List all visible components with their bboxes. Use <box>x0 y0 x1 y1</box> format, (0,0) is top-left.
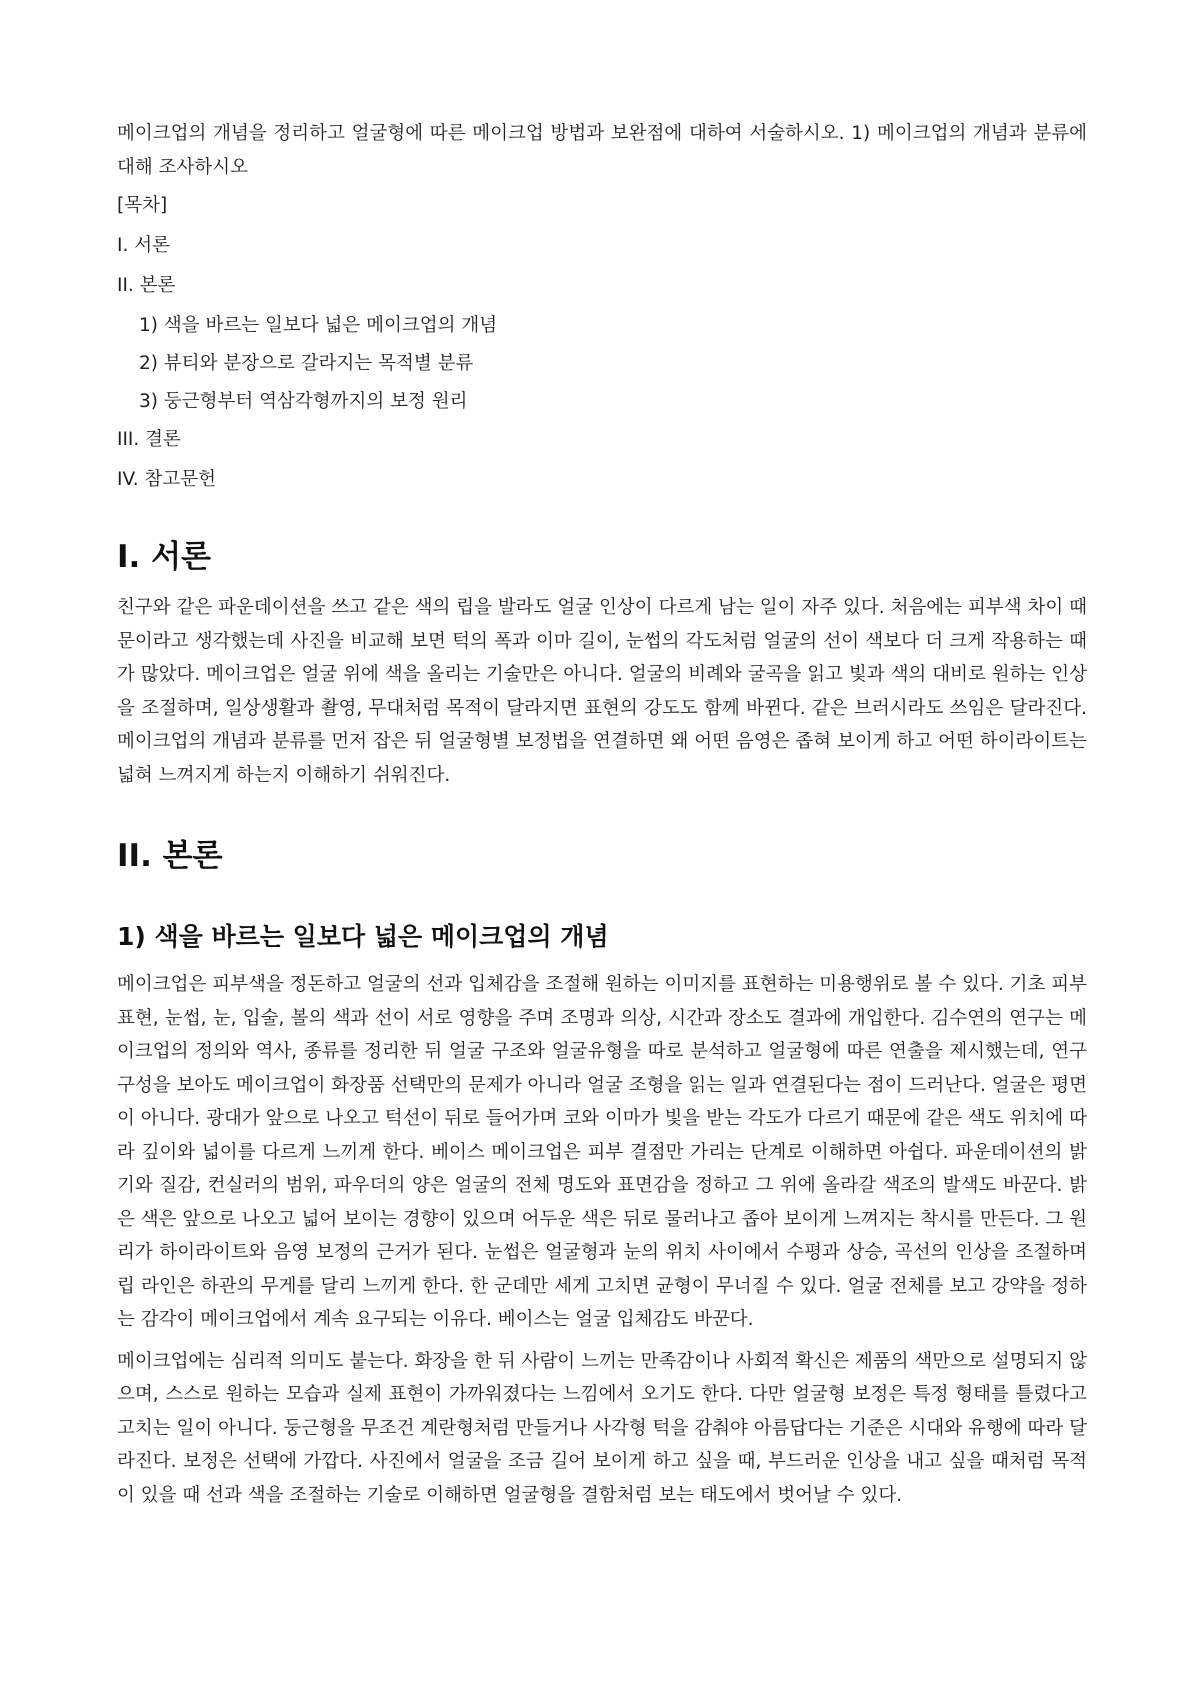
concept-paragraph-2: 메이크업에는 심리적 의미도 붙는다. 화장을 한 뒤 사람이 느끼는 만족감이나 사회적 확신은 제품의 색만으로 설명되지 않으며, 스스로 원하는 모습과 실제 표현이 가까워졌다는 느낌에서 오기도 한다. 다만 얼굴형 보정은 특정 형태를 틀렸다고 고치는 일이 아니다. 둥근형을 무조건 계란형처럼 만들거나 사각형 턱을 감춰야 아름답다는 기준은 시대와 유행에 따라 달라진다. 보정은 선택에 가깝다. 사진에서 얼굴을 조금 길어 보이게 하고 싶을 때, 부드러운 인상을 내고 싶을 때처럼 목적이 있을 때 선과 색을 조절하는 기술로 이해하면 얼굴형을 결함처럼 보는 태도에서 벗어날 수 있다. <box>117 1350 1087 1506</box>
toc-subitem-concept: 1) 색을 바르는 일보다 넓은 메이크업의 개념 <box>139 315 498 336</box>
toc-subitem-correction: 3) 둥근형부터 역삼각형까지의 보정 원리 <box>139 391 468 412</box>
toc-item-body: II. 본론 <box>117 275 176 296</box>
concept-subheading: 1) 색을 바르는 일보다 넓은 메이크업의 개념 <box>117 922 609 951</box>
intro-paragraph: 친구와 같은 파운데이션을 쓰고 같은 색의 립을 발라도 얼굴 인상이 다르게 남는 일이 자주 있다. 처음에는 피부색 차이 때문이라고 생각했는데 사진을 비교해 보면 턱의 폭과 이마 길이, 눈썹의 각도처럼 얼굴의 선이 색보다 더 크게 작용하는 때가 많았다. 메이크업은 얼굴 위에 색을 올리는 기술만은 아니다. 얼굴의 비례와 굴곡을 읽고 빛과 색의 대비로 원하는 인상을 조절하며, 일상생활과 촬영, 무대처럼 목적이 달라지면 표현의 강도도 함께 바뀐다. 같은 브러시라도 쓰임은 달라진다. 메이크업의 개념과 분류를 먼저 잡은 뒤 얼굴형별 보정법을 연결하면 왜 어떤 음영은 좁혀 보이게 하고 어떤 하이라이트는 넓혀 느껴지게 하는지 이해하기 쉬워진다. <box>117 597 1087 786</box>
toc-item-intro: I. 서론 <box>117 235 170 256</box>
intro-heading: I. 서론 <box>117 539 211 575</box>
assignment-question: 메이크업의 개념을 정리하고 얼굴형에 따른 메이크업 방법과 보완점에 대하여 서술하시오. 1) 메이크업의 개념과 분류에 대해 조사하시오 <box>117 123 1087 178</box>
body-heading: II. 본론 <box>117 838 223 874</box>
document-page <box>117 117 1087 1520</box>
concept-paragraph-1: 메이크업은 피부색을 정돈하고 얼굴의 선과 입체감을 조절해 원하는 이미지를 표현하는 미용행위로 볼 수 있다. 기초 피부 표현, 눈썹, 눈, 입술, 볼의 색과 선이 서로 영향을 주며 조명과 의상, 시간과 장소도 결과에 개입한다. 김수연의 연구는 메이크업의 정의와 역사, 종류를 정리한 뒤 얼굴 구조와 얼굴유형을 따로 분석하고 얼굴형에 따른 연출을 제시했는데, 연구 구성을 보아도 메이크업이 화장품 선택만의 문제가 아니라 얼굴 조형을 읽는 일과 연결된다는 점이 드러난다. 얼굴은 평면이 아니다. 광대가 앞으로 나오고 턱선이 뒤로 들어가며 코와 이마가 빛을 받는 각도가 다르기 때문에 같은 색도 위치에 따라 깊이와 넓이를 다르게 느끼게 한다. 베이스 메이크업은 피부 결점만 가리는 단계로 이해하면 아쉽다. 파운데이션의 밝기와 질감, 컨실러의 범위, 파우더의 양은 얼굴의 전체 명도와 표면감을 정하고 그 위에 올라갈 색조의 발색도 바꾼다. 밝은 색은 앞으로 나오고 넓어 보이는 경향이 있으며 어두운 색은 뒤로 물러나고 좁아 보이게 느껴지는 착시를 만든다. 그 원리가 하이라이트와 음영 보정의 근거가 된다. 눈썹은 얼굴형과 눈의 위치 사이에서 수평과 상승, 곡선의 인상을 조절하며 립 라인은 하관의 무게를 달리 느끼게 한다. 한 군데만 세게 고치면 균형이 무너질 수 있다. 얼굴 전체를 보고 강약을 정하는 감각이 메이크업에서 계속 요구되는 이유다. 베이스는 얼굴 입체감도 바꾼다. <box>117 974 1087 1330</box>
toc-item-conclusion: III. 결론 <box>117 429 181 450</box>
toc-subitem-classification: 2) 뷰티와 분장으로 갈라지는 목적별 분류 <box>139 353 474 374</box>
table-of-contents <box>117 193 1087 493</box>
toc-item-references: IV. 참고문헌 <box>117 469 216 490</box>
toc-title: [목차] <box>117 195 168 216</box>
